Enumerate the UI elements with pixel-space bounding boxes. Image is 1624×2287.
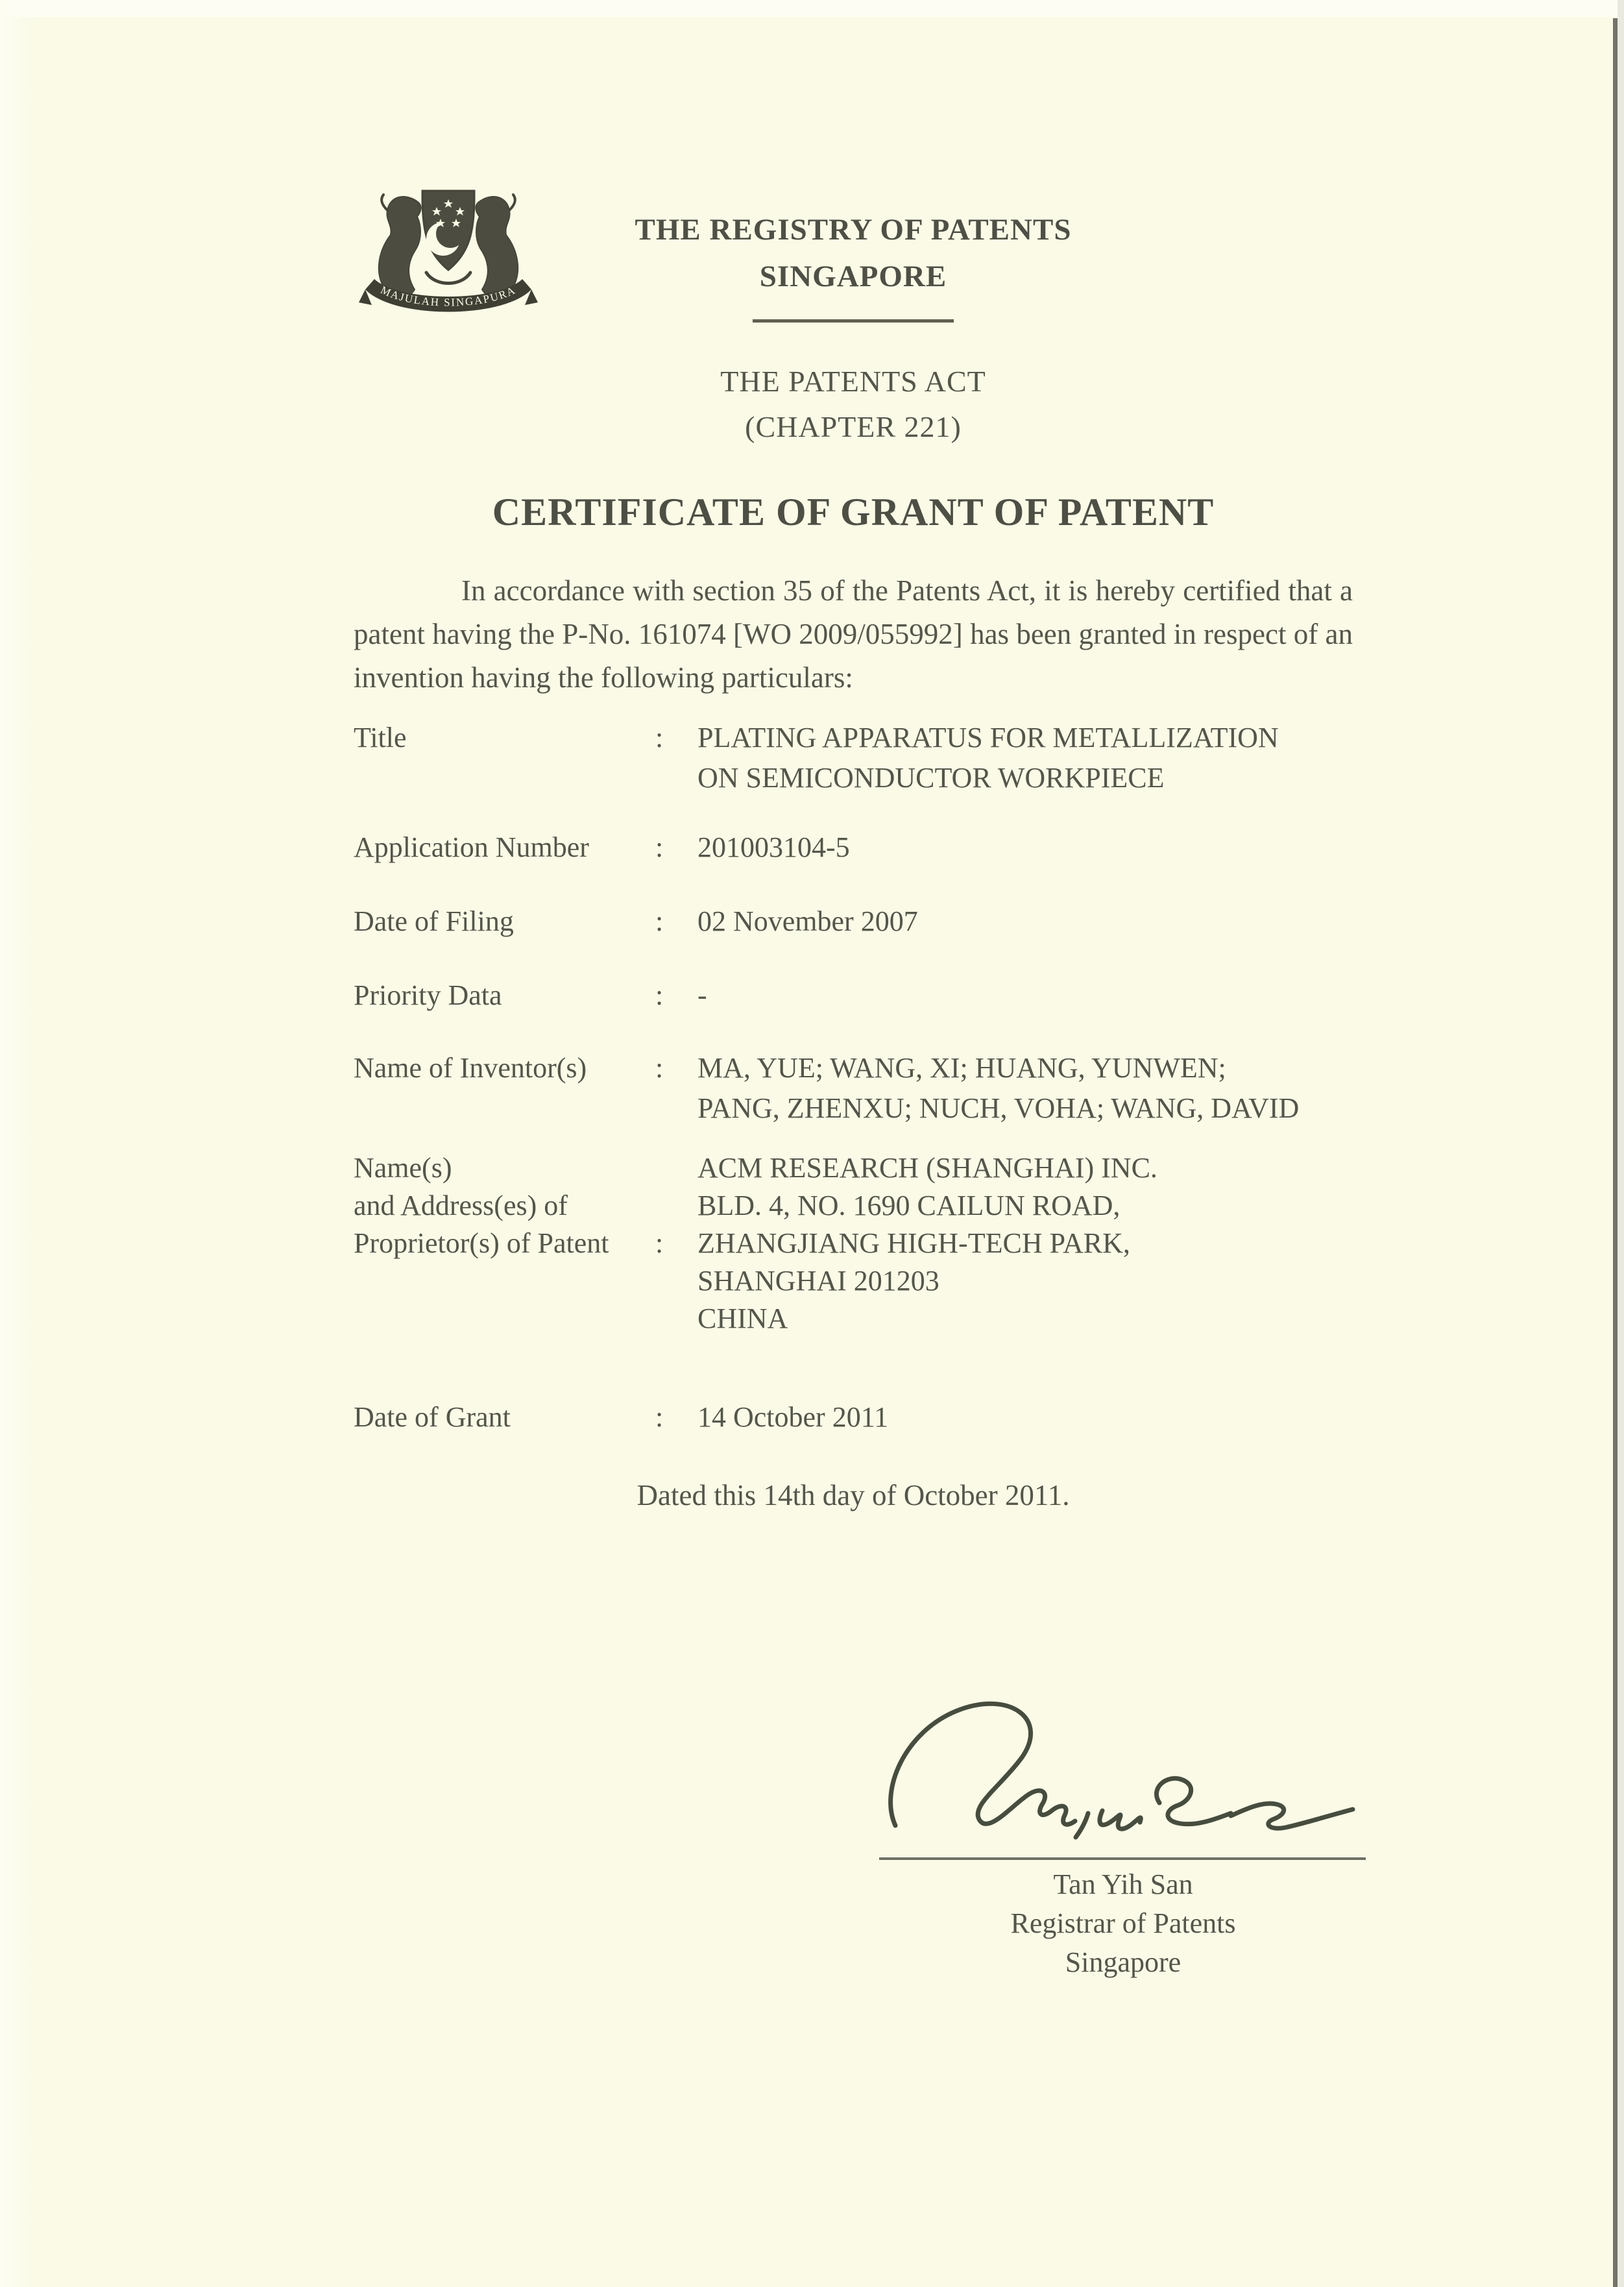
registry-line1: THE REGISTRY OF PATENTS	[635, 213, 1072, 247]
field-value-line: ACM RESEARCH (SHANGHAI) INC.	[697, 1152, 1157, 1184]
scan-edge-right-line	[1613, 18, 1618, 2287]
field-row-priority-data	[354, 975, 1353, 1016]
field-label-line: and Address(es) of	[354, 1190, 568, 1221]
field-colon: :	[655, 1401, 664, 1433]
field-value-line: PANG, ZHENXU; NUCH, VOHA; WANG, DAVID	[697, 1092, 1300, 1124]
field-row-application-number	[354, 827, 1353, 868]
field-row-proprietor	[354, 1149, 1353, 1338]
act-line1: THE PATENTS ACT	[720, 365, 986, 398]
field-value-line: BLD. 4, NO. 1690 CAILUN ROAD,	[697, 1190, 1121, 1221]
act-line2: (CHAPTER 221)	[745, 410, 962, 443]
field-colon: :	[655, 1227, 664, 1259]
field-label-line: Name(s)	[354, 1152, 452, 1184]
signature-block	[879, 1686, 1367, 1982]
field-colon: :	[655, 979, 664, 1011]
signature-scrawl-icon	[879, 1686, 1366, 1855]
intro-paragraph: In accordance with section 35 of the Patents Act, it is hereby certified that a patent having the P-No. 161074 [WO 2009/055992] has been granted in respect of an invention having the following particulars:	[354, 574, 1353, 694]
field-label-line: Proprietor(s) of Patent	[354, 1227, 609, 1259]
field-label: Priority Data	[354, 979, 502, 1011]
field-row-date-of-filing	[354, 901, 1353, 942]
crest-motto-text: MAJULAH SINGAPURA	[378, 284, 518, 309]
field-value-line: 14 October 2011	[697, 1401, 889, 1433]
field-value-line: CHINA	[697, 1302, 788, 1334]
signature-rule	[879, 1857, 1366, 1860]
field-row-title	[354, 718, 1353, 798]
certificate-content	[354, 0, 1353, 1515]
signatory-name: Tan Yih San	[1053, 1868, 1193, 1900]
signatory-place: Singapore	[1065, 1946, 1182, 1978]
registry-heading	[354, 0, 1353, 300]
field-label: Date of Grant	[354, 1401, 511, 1433]
field-label: Name of Inventor(s)	[354, 1052, 587, 1084]
field-colon: :	[655, 1052, 664, 1084]
field-colon: :	[655, 722, 664, 753]
field-value-line: 201003104-5	[697, 831, 850, 863]
field-value-line: PLATING APPARATUS FOR METALLIZATION	[697, 722, 1279, 753]
field-value-line: MA, YUE; WANG, XI; HUANG, YUNWEN;	[697, 1052, 1226, 1084]
field-value-line: ON SEMICONDUCTOR WORKPIECE	[697, 762, 1165, 794]
field-label: Application Number	[354, 831, 589, 863]
certificate-title: CERTIFICATE OF GRANT OF PATENT	[492, 491, 1215, 533]
scan-edge-left	[0, 0, 38, 2287]
field-colon: :	[655, 905, 664, 937]
signatory-title: Registrar of Patents	[1010, 1907, 1236, 1939]
patents-act-heading	[354, 359, 1353, 450]
field-label: Date of Filing	[354, 905, 514, 937]
field-row-date-of-grant	[354, 1397, 1353, 1437]
scan-edge-right-white	[1618, 0, 1624, 2287]
field-value-line: 02 November 2007	[697, 905, 918, 937]
field-value-line: ZHANGJIANG HIGH-TECH PARK,	[697, 1227, 1130, 1259]
field-colon: :	[655, 831, 664, 863]
field-value-line: SHANGHAI 201203	[697, 1265, 939, 1297]
particulars-list	[354, 718, 1353, 1437]
dated-line: Dated this 14th day of October 2011.	[636, 1479, 1070, 1511]
registry-line2: SINGAPORE	[759, 260, 947, 293]
field-label: Title	[354, 722, 407, 753]
field-value-line: -	[697, 979, 707, 1011]
header-divider-rule	[753, 319, 954, 323]
field-row-inventors	[354, 1048, 1353, 1129]
